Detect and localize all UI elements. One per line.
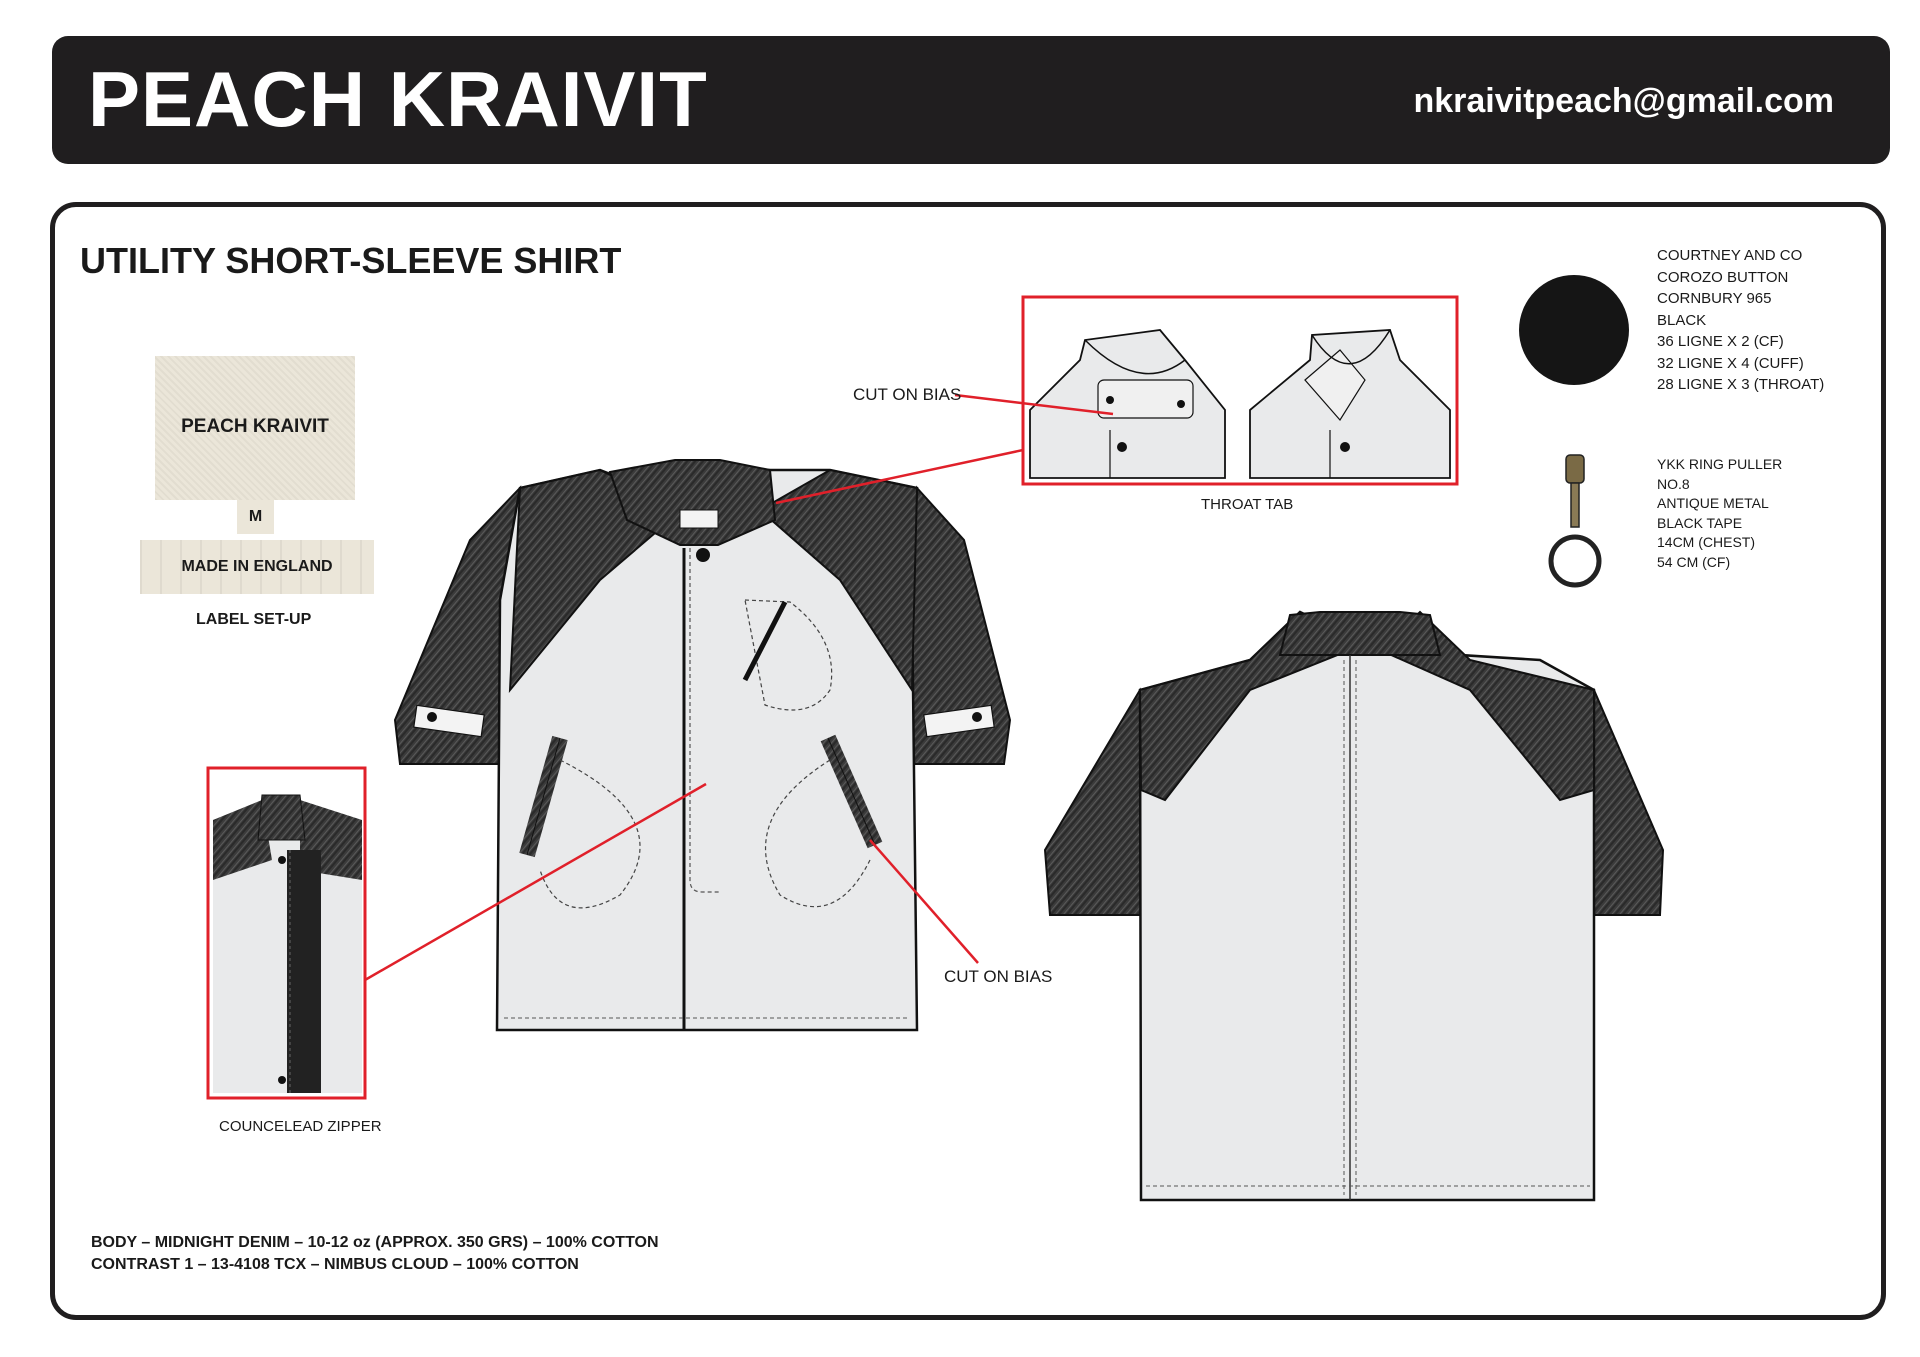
zipper-spec-line: NO.8 — [1657, 475, 1690, 492]
zipper-spec-line: BLACK TAPE — [1657, 514, 1743, 531]
brand-label-text: PEACH KRAIVIT — [181, 416, 329, 437]
zipper-spec-line: 54 CM (CF) — [1657, 553, 1731, 570]
back-view-shirt — [1045, 612, 1663, 1200]
corozo-button-swatch — [1519, 275, 1629, 385]
zipper-spec-line: 14CM (CHEST) — [1657, 534, 1756, 550]
button-spec-line: BLACK — [1657, 311, 1707, 329]
sheet-title: UTILITY SHORT-SLEEVE SHIRT — [80, 240, 622, 281]
concealed-zipper-label: COUNCELEAD ZIPPER — [219, 1118, 382, 1135]
concealed-zipper-detail — [208, 768, 365, 1098]
fabric-spec — [91, 1232, 659, 1276]
front-view-shirt — [395, 460, 1010, 1030]
button-spec-line: 32 LIGNE X 4 (CUFF) — [1657, 354, 1804, 372]
contact-email[interactable]: nkraivitpeach@gmail.com — [1413, 82, 1834, 120]
fabric-body-line: BODY – MIDNIGHT DENIM – 10-12 oz (APPROX. 350 GRS) – 100% COTTON — [91, 1234, 659, 1251]
button-spec-line: COURTNEY AND CO — [1657, 247, 1803, 264]
fabric-contrast-line: CONTRAST 1 – 13-4108 TCX – NIMBUS CLOUD – 100% COTTON — [91, 1256, 579, 1273]
brand-name: PEACH KRAIVIT — [88, 55, 708, 143]
origin-label: MADE IN ENGLAND — [140, 540, 374, 594]
cut-on-bias-top-label: CUT ON BIAS — [853, 385, 962, 404]
ykk-ring-puller-icon — [1551, 455, 1599, 585]
button-spec-line: 28 LIGNE X 3 (THROAT) — [1657, 376, 1825, 393]
zipper-spec-line: ANTIQUE METAL — [1657, 495, 1769, 511]
zipper-spec-line: YKK RING PULLER — [1657, 456, 1783, 472]
button-spec-line: CORNBURY 965 — [1657, 290, 1772, 307]
throat-tab-label: THROAT TAB — [1201, 496, 1294, 513]
label-caption: LABEL SET-UP — [196, 611, 312, 628]
size-label: M — [237, 500, 274, 534]
zipper-spec — [1657, 455, 1782, 572]
button-spec-line: 36 LIGNE X 2 (CF) — [1657, 333, 1784, 350]
throat-tab-detail — [1023, 297, 1457, 484]
button-spec — [1657, 245, 1824, 396]
cut-on-bias-bottom-label: CUT ON BIAS — [944, 967, 1053, 986]
button-spec-line: COROZO BUTTON — [1657, 268, 1789, 286]
